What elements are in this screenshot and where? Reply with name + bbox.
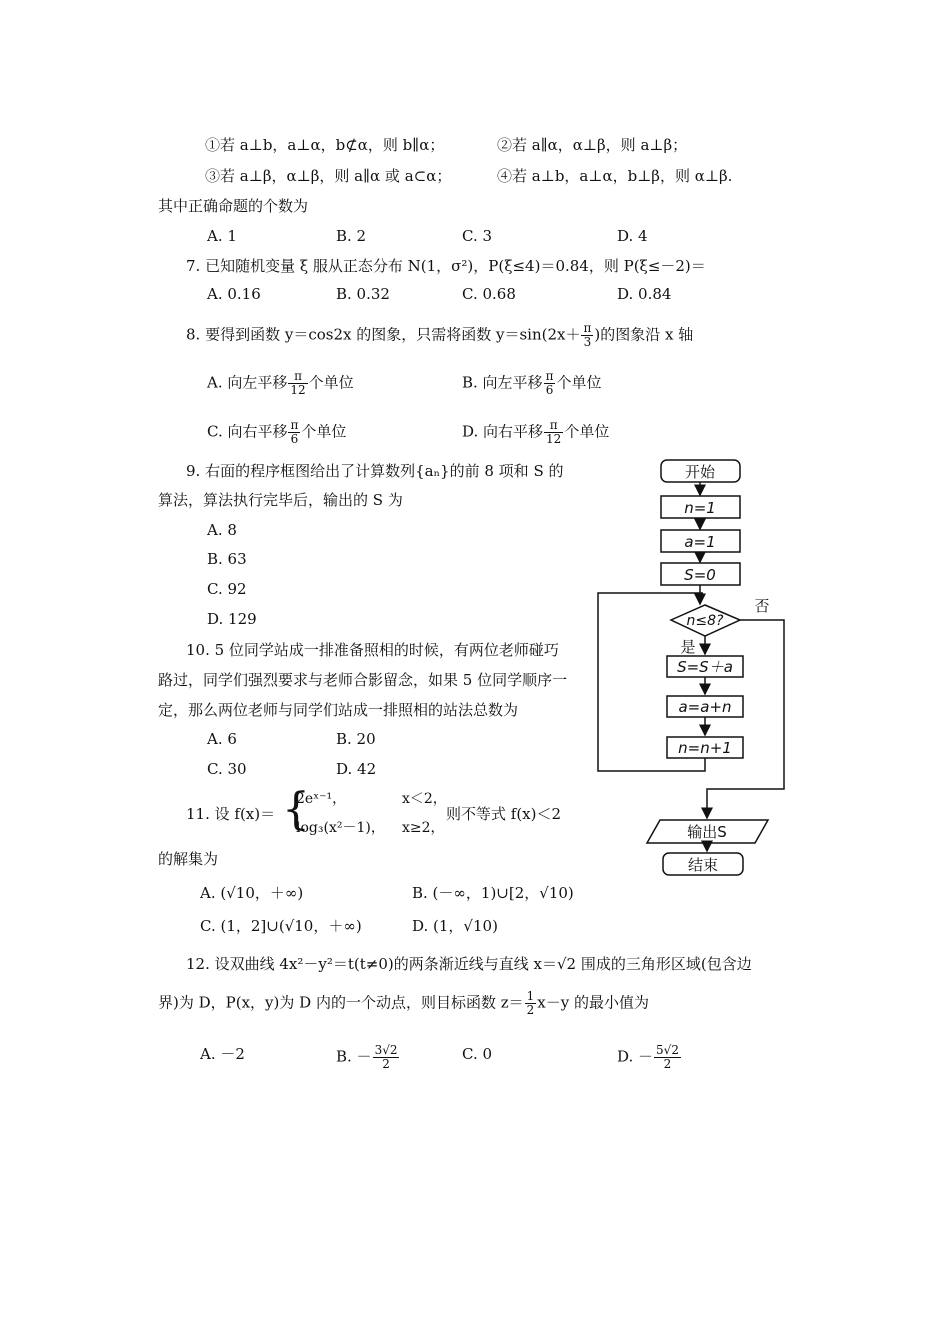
p9-option-b: B. 63 bbox=[207, 550, 247, 568]
flowchart-start-label: 开始 bbox=[684, 463, 716, 481]
p6-statement-4: ④若 a⊥b，a⊥α，b⊥β，则 α⊥β. bbox=[497, 167, 733, 185]
flowchart-step3-label: n=n+1 bbox=[678, 739, 732, 757]
flowchart-step1-label: S=S＋a bbox=[677, 658, 733, 676]
p10-line-1: 10. 5 位同学站成一排准备照相的时候，有两位老师碰巧 bbox=[186, 641, 559, 659]
flowchart-a1-label: a=1 bbox=[684, 533, 716, 551]
p7-option-a: A. 0.16 bbox=[207, 285, 261, 303]
p8-stem: 8. 要得到函数 y＝cos2x 的图象，只需将函数 y＝sin(2x＋ $\frac{\pi}{3}$ )的图象沿 x 轴 bbox=[186, 321, 694, 349]
p8-option-b: B. 向左平移 $\frac{\pi}{6}$ 个单位 bbox=[462, 369, 602, 397]
p9-option-c: C. 92 bbox=[207, 580, 247, 598]
p7-option-c: C. 0.68 bbox=[462, 285, 516, 303]
p11-option-c: C. (1，2]∪(√10，＋∞) bbox=[200, 917, 362, 935]
p6-statement-1: ①若 a⊥b，a⊥α，b⊄α，则 b∥α； bbox=[205, 136, 445, 154]
p12-line-1: 12. 设双曲线 4x²－y²＝t(t≠0)的两条渐近线与直线 x＝√2 围成的三角形区域(包含边 bbox=[186, 955, 752, 973]
flowchart-decision-label: n≤8? bbox=[686, 613, 724, 629]
p12-line-2: 界)为 D，P(x，y)为 D 内的一个动点，则目标函数 z＝ $\frac{1}{2}$ x－y 的最小值为 bbox=[158, 989, 649, 1017]
p11-condition-2: x≥2， bbox=[402, 820, 445, 836]
p10-option-d: D. 42 bbox=[336, 760, 377, 778]
p9-option-a: A. 8 bbox=[207, 521, 237, 539]
p8-option-c: C. 向右平移 $\frac{\pi}{6}$ 个单位 bbox=[207, 418, 347, 446]
flowchart-output-label: 输出S bbox=[687, 823, 727, 841]
p7-stem: 7. 已知随机变量 ξ 服从正态分布 N(1，σ²)，P(ξ≤4)＝0.84，则 P(ξ≤－2)＝ bbox=[186, 257, 706, 275]
p11-tail: 则不等式 f(x)＜2 bbox=[446, 805, 562, 823]
p11-option-b: B. (－∞，1)∪[2，√10) bbox=[412, 884, 574, 902]
p6-option-d: D. 4 bbox=[617, 227, 648, 245]
p11-head: 11. 设 f(x)＝ bbox=[186, 805, 276, 823]
p11-option-d: D. (1，√10) bbox=[412, 917, 498, 935]
p10-option-c: C. 30 bbox=[207, 760, 247, 778]
flowchart-yes-label: 是 bbox=[680, 638, 696, 656]
p10-option-b: B. 20 bbox=[336, 730, 376, 748]
p11-case-1: 2eˣ⁻¹， bbox=[296, 791, 347, 807]
flowchart-n1-label: n=1 bbox=[684, 499, 716, 517]
p6-statement-3: ③若 a⊥β，α⊥β，则 a∥α 或 a⊂α； bbox=[205, 167, 452, 185]
p10-line-3: 定，那么两位老师与同学们站成一排照相的站法总数为 bbox=[158, 701, 519, 719]
flowchart-end-label: 结束 bbox=[687, 856, 719, 874]
p12-option-c: C. 0 bbox=[462, 1045, 493, 1063]
p9-line-2: 算法，算法执行完毕后，输出的 S 为 bbox=[158, 491, 403, 509]
flowchart-s0-label: S=0 bbox=[684, 566, 716, 584]
p9-option-d: D. 129 bbox=[207, 610, 257, 628]
p11-condition-1: x＜2， bbox=[402, 791, 447, 807]
p8-option-a: A. 向左平移 $\frac{\pi}{12}$ 个单位 bbox=[207, 369, 354, 397]
flowchart-step2-label: a=a+n bbox=[678, 698, 732, 716]
p11-brace: { bbox=[282, 784, 310, 835]
p11-case-2: log₃(x²－1)， bbox=[296, 820, 385, 836]
p6-option-a: A. 1 bbox=[207, 227, 237, 245]
flowchart-no-label: 否 bbox=[754, 597, 770, 615]
p11-line-2: 的解集为 bbox=[158, 850, 219, 868]
p12-option-b: B. － $\frac{3√2}{2}$ bbox=[336, 1043, 398, 1071]
p10-line-2: 路过，同学们强烈要求与老师合影留念，如果 5 位同学顺序一 bbox=[158, 671, 568, 689]
p6-statement-2: ②若 a∥α，α⊥β，则 a⊥β； bbox=[497, 136, 688, 154]
p12-option-a: A. －2 bbox=[200, 1045, 245, 1063]
p9-line-1: 9. 右面的程序框图给出了计算数列{aₙ}的前 8 项和 S 的 bbox=[186, 462, 564, 480]
p6-option-b: B. 2 bbox=[336, 227, 367, 245]
p7-option-b: B. 0.32 bbox=[336, 285, 390, 303]
p6-stem: 其中正确命题的个数为 bbox=[158, 197, 309, 215]
p11-option-a: A. (√10，＋∞) bbox=[200, 884, 304, 902]
p8-option-d: D. 向右平移 $\frac{\pi}{12}$ 个单位 bbox=[462, 418, 610, 446]
p8-stem-fraction: $\frac{\pi}{3}$ bbox=[583, 321, 592, 349]
p7-option-d: D. 0.84 bbox=[617, 285, 672, 303]
p12-option-d: D. － $\frac{5√2}{2}$ bbox=[617, 1043, 679, 1071]
p6-option-c: C. 3 bbox=[462, 227, 493, 245]
p10-option-a: A. 6 bbox=[207, 730, 237, 748]
